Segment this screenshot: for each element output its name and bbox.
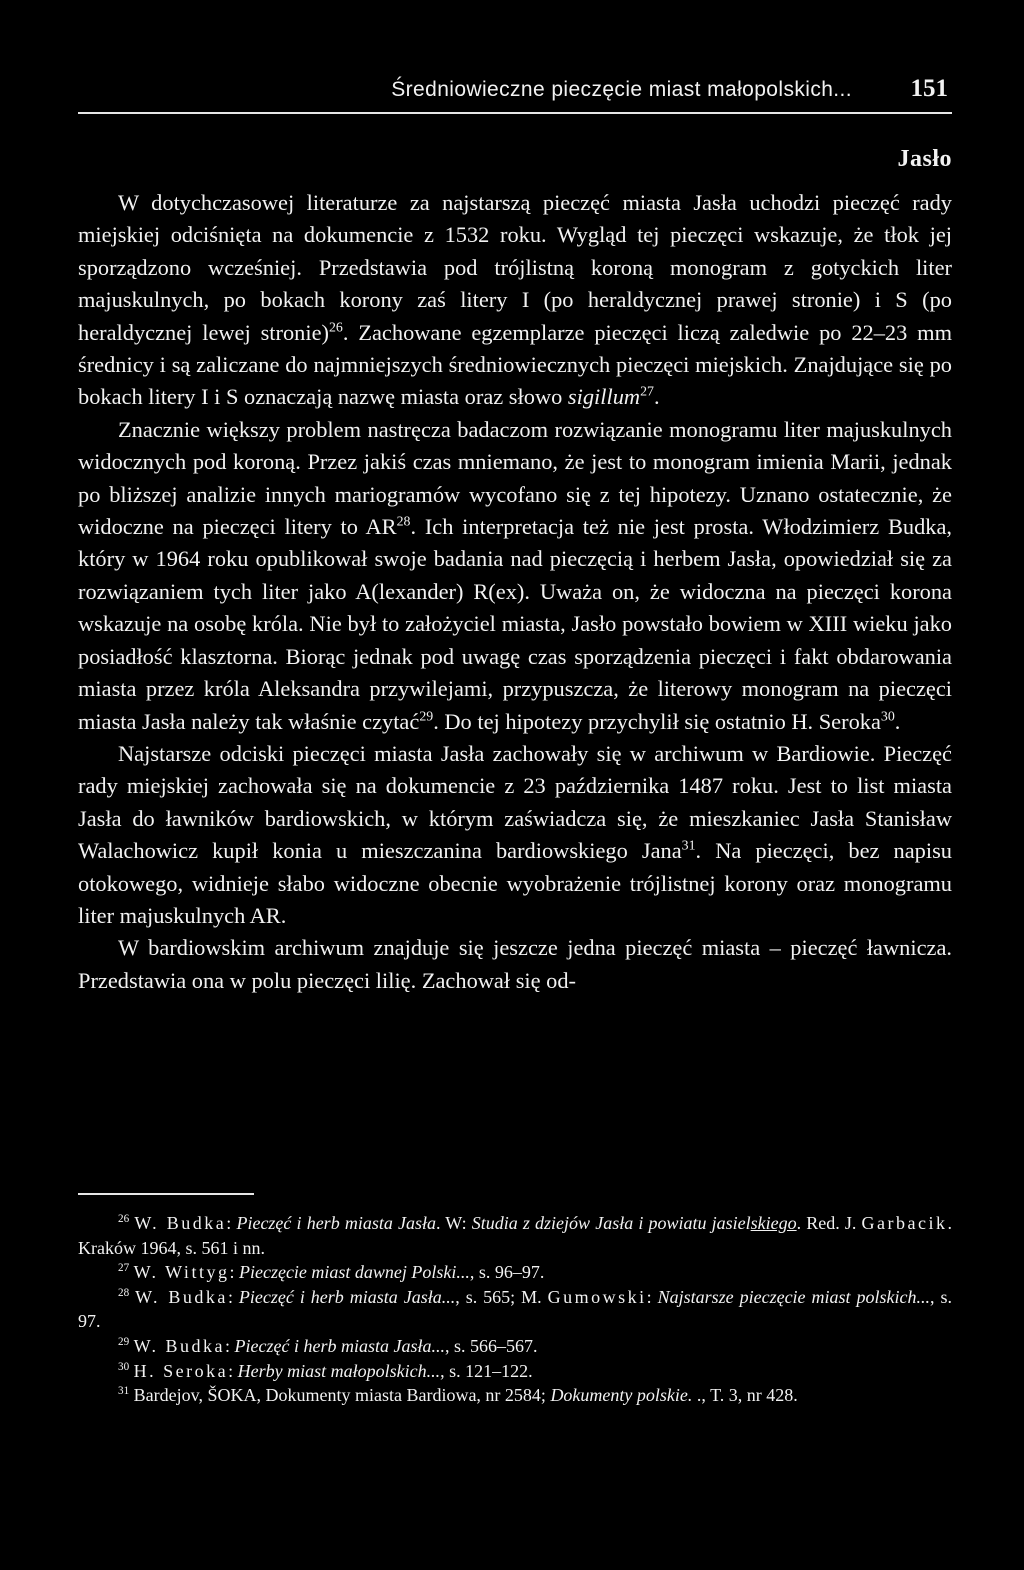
footnote-ref-28: 28 bbox=[396, 514, 411, 530]
footnote-number: 28 bbox=[118, 1286, 130, 1299]
author-name: W. Budka bbox=[134, 1213, 227, 1233]
text-run: . bbox=[894, 708, 901, 734]
author-name: W. Budka bbox=[133, 1335, 225, 1356]
text-run: , s. 96–97. bbox=[469, 1262, 545, 1283]
footnote-ref-30: 30 bbox=[880, 708, 895, 724]
text-run: ., T. 3, nr 428. bbox=[692, 1385, 798, 1406]
text-run: . bbox=[653, 384, 660, 410]
author-name: W. Wittyg bbox=[133, 1262, 230, 1283]
text-run: Znacznie większy problem nastręcza badaczom rozwiązanie monogramu liter majuskulnych widocznych pod koroną. Przez jakiś czas mniemano, że jest to monogram imienia Marii, jednak po bliższej analizie innych mariogramów wycofano się z tej hipotezy. Uznano ostatecznie, że widoczne na pieczęci litery to AR bbox=[78, 416, 952, 540]
work-title: Dokumenty polskie. bbox=[550, 1385, 693, 1406]
text-run: : bbox=[227, 1286, 239, 1307]
text-run: : bbox=[228, 1360, 238, 1381]
text-run: , s. 121–122. bbox=[440, 1360, 533, 1381]
text-run: : bbox=[229, 1262, 239, 1283]
text-run: : bbox=[226, 1213, 237, 1233]
page-number: 151 bbox=[910, 75, 948, 102]
text-run: Najstarsze odciski pieczęci miasta Jasła zachowały się w archiwum w Bardiowie. Pieczęć rady miejskiej zachowała się na dokumencie z 23 października 1487 roku. Jest to list miasta Jasła do ławników bardiowskich, w którym zaświadcza się, że mieszkaniec Jasła Stanisław Walachowicz kupił konia u mieszczanina bardiowskiego Jana bbox=[78, 740, 952, 864]
work-title: Herby miast małopolskich... bbox=[237, 1360, 441, 1381]
paragraph-4: W bardiowskim archiwum znajduje się jeszcze jedna pieczęć miasta – pieczęć ławnicza. Przedstawia ona w polu pieczęci lilię. Zachował się od- bbox=[78, 935, 952, 993]
work-title: Studia z dziejów Jasła i powiatu jasiel bbox=[471, 1213, 751, 1233]
text-run: W dotychczasowej literaturze za najstarszą pieczęć miasta Jasła uchodzi pieczęć rady miejskiej odciśnięta na dokumencie z 1532 roku. Wygląd tej pieczęci wskazuje, że tłok jej sporządzono wcześniej. Przedstawia pod trójlistną koroną monogram z gotyckich liter majuskulnych, po bokach korony zaś litery I (po heraldycznej prawej stronie) i S (po heraldycznej lewej stronie) bbox=[78, 190, 952, 345]
text-run: : bbox=[646, 1286, 658, 1307]
body-text bbox=[78, 187, 952, 997]
text-run: . Red. J. bbox=[796, 1213, 862, 1233]
footnote-ref-31: 31 bbox=[681, 838, 696, 854]
work-title: Pieczęcie miast dawnej Polski... bbox=[238, 1262, 470, 1283]
paragraph-2 bbox=[78, 414, 952, 738]
text-run: , s. 97. bbox=[78, 1286, 952, 1332]
work-title: Najstarsze pieczęcie miast polskich... bbox=[657, 1286, 930, 1307]
paragraph-1 bbox=[78, 187, 952, 414]
work-title: Pieczęć i herb miasta Jasła... bbox=[234, 1335, 445, 1356]
footnote-number: 27 bbox=[118, 1262, 130, 1275]
footnote-30 bbox=[78, 1359, 952, 1384]
author-name: Gumowski bbox=[547, 1286, 647, 1307]
text-run: . Kraków 1964, s. 561 i nn. bbox=[78, 1213, 953, 1258]
text-run: . Zachowane egzemplarze pieczęci liczą zaledwie po 22–23 mm średnicy i są zaliczane do najmniejszych średniowiecznych pieczęci miejskich. Znajdujące się po bokach litery I i S oznaczają nazwę miasta oraz słowo bbox=[78, 319, 952, 410]
footnote-26 bbox=[78, 1211, 952, 1260]
footnote-28 bbox=[78, 1285, 952, 1334]
footnote-ref-29: 29 bbox=[419, 708, 434, 724]
footnote-ref-26: 26 bbox=[328, 320, 343, 336]
paragraph-3 bbox=[78, 738, 952, 932]
text-run: , s. 565; M. bbox=[455, 1286, 548, 1307]
text-run: Bardejov, ŠOKA, Dokumenty miasta Bardiowa, nr 2584; bbox=[133, 1385, 551, 1406]
footnote-number: 30 bbox=[118, 1360, 130, 1373]
footnotes bbox=[78, 1211, 952, 1408]
text-run: , s. 566–567. bbox=[444, 1335, 538, 1356]
footnote-31 bbox=[78, 1383, 952, 1408]
footnote-divider bbox=[78, 1193, 254, 1195]
text-run: . Na pieczęci, bez napisu otokowego, widnieje słabo widoczne obecnie wyobrażenie trójlistnej korony oraz monogramu liter majuskulnych AR. bbox=[78, 838, 952, 928]
text-run: . Ich interpretacja też nie jest prosta. Włodzimierz Budka, który w 1964 roku opublikował swoje badania nad pieczęcią i herbem Jasła, opowiedział się za rozwiązaniem tych liter jako A(lexander) R(ex). Uważa on, że widoczna na pieczęci korona wskazuje na osobę króla. Nie był to założyciel miasta, Jasło powstało bowiem w XIII wieku jako posiadłość klasztorna. Biorąc jednak pod uwagę czas sporządzenia pieczęci i fakt obdarowania miasta przez króla Aleksandra przywilejami, przypuszcza, że literowy monogram na pieczęci miasta Jasła należy tak właśnie czytać bbox=[78, 514, 952, 734]
author-name: H. Seroka bbox=[133, 1360, 229, 1381]
text-run: : bbox=[225, 1335, 235, 1356]
footnote-27 bbox=[78, 1260, 952, 1285]
editor-name: Garbacik bbox=[861, 1213, 948, 1233]
footnote-number: 29 bbox=[118, 1336, 130, 1349]
author-name: W. Budka bbox=[135, 1286, 228, 1307]
footnote-ref-27: 27 bbox=[640, 384, 654, 400]
footnote-29 bbox=[78, 1334, 952, 1359]
work-title: Pieczęć i herb miasta Jasła bbox=[236, 1213, 436, 1233]
text-run: . Do tej hipotezy przychylił się ostatnio H. Seroka bbox=[433, 708, 881, 734]
section-title: Jasło bbox=[897, 146, 952, 172]
text-run: . W: bbox=[435, 1213, 472, 1233]
work-title: skiego bbox=[750, 1213, 797, 1233]
running-title: Średniowieczne pieczęcie miast małopolskich... bbox=[391, 78, 852, 101]
footnote-number: 26 bbox=[118, 1213, 130, 1226]
work-title: Pieczęć i herb miasta Jasła... bbox=[238, 1286, 456, 1307]
italic-term: sigillum bbox=[567, 384, 641, 410]
footnote-number: 31 bbox=[118, 1385, 130, 1398]
running-header bbox=[78, 75, 952, 114]
